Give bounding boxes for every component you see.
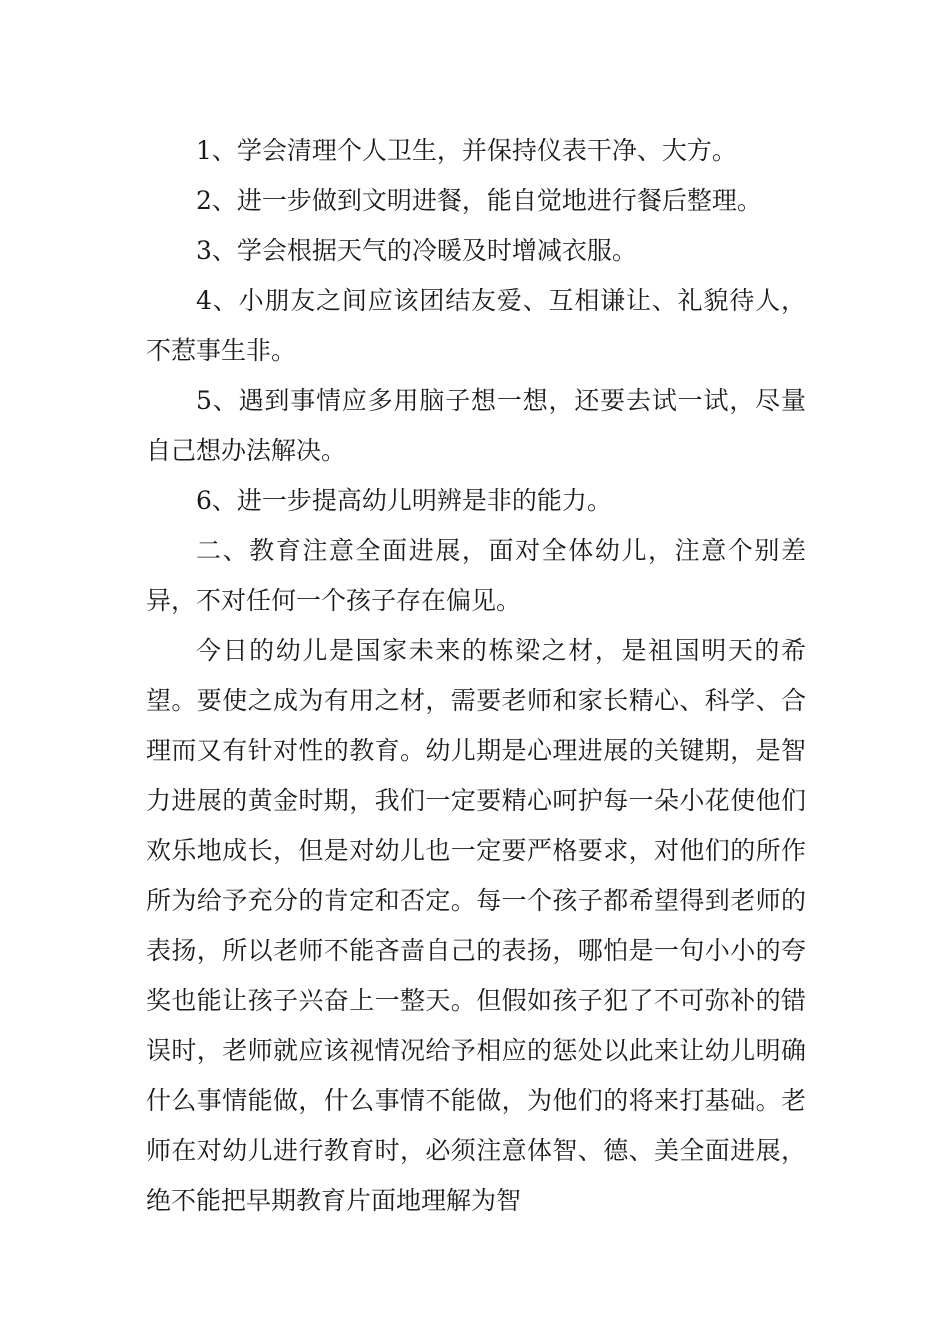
paragraph-7: 二、教育注意全面进展，面对全体幼儿，注意个别差异，不对任何一个孩子存在偏见。	[146, 536, 806, 615]
paragraph-5: 5、遇到事情应多用脑子想一想，还要去试一试，尽量自己想办法解决。	[146, 386, 806, 465]
paragraph-3: 3、学会根据天气的冷暖及时增减衣服。	[196, 236, 637, 265]
paragraph-6: 6、进一步提高幼儿明辨是非的能力。	[196, 486, 612, 515]
paragraph-1: 1、学会清理个人卫生，并保持仪表干净、大方。	[196, 136, 737, 165]
document-body	[146, 126, 806, 1226]
paragraph-2: 2、进一步做到文明进餐，能自觉地进行餐后整理。	[196, 186, 762, 215]
paragraph-8: 今日的幼儿是国家未来的栋梁之材，是祖国明天的希望。要使之成为有用之材，需要老师和家长精心、科学、合理而又有针对性的教育。幼儿期是心理进展的关键期，是智力进展的黄金时期，我们一定要精心呵护每一朵小花使他们欢乐地成长，但是对幼儿也一定要严格要求，对他们的所作所为给予充分的肯定和否定。每一个孩子都希望得到老师的表扬，所以老师不能吝啬自己的表扬，哪怕是一句小小的夸奖也能让孩子兴奋上一整天。但假如孩子犯了不可弥补的错误时，老师就应该视情况给予相应的惩处以此来让幼儿明确什么事情能做，什么事情不能做，为他们的将来打基础。老师在对幼儿进行教育时，必须注意体智、德、美全面进展，绝不能把早期教育片面地理解为智	[146, 636, 806, 1215]
paragraph-4: 4、小朋友之间应该团结友爱、互相谦让、礼貌待人，不惹事生非。	[146, 286, 806, 365]
